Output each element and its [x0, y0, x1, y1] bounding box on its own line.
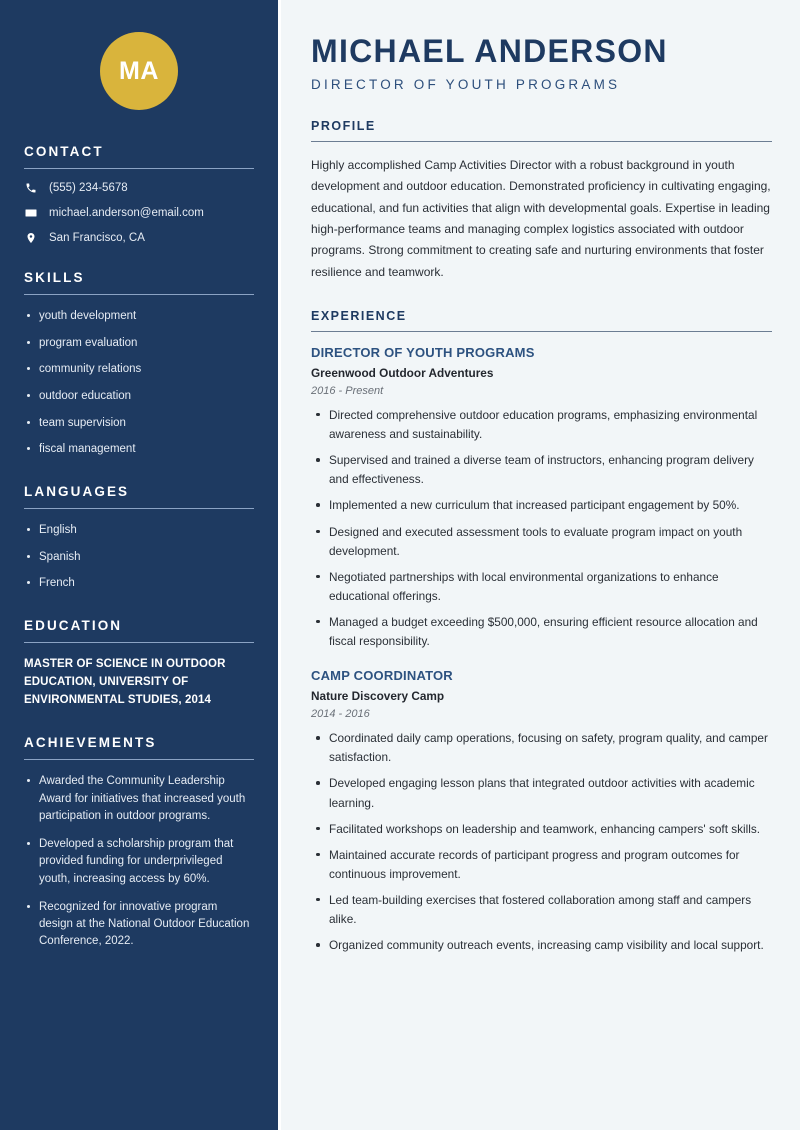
experience-heading: EXPERIENCE	[311, 308, 407, 323]
contact-email-value: michael.anderson@email.com	[49, 207, 204, 219]
education-section	[24, 618, 254, 709]
list-item: community relations	[24, 361, 254, 378]
skills-section	[24, 270, 254, 458]
experience-role: CAMP COORDINATOR	[311, 668, 453, 684]
list-item: Organized community outreach events, increasing camp visibility and local support.	[311, 936, 772, 955]
education-heading: EDUCATION	[24, 618, 123, 634]
list-item: Supervised and trained a diverse team of instructors, enhancing program delivery and effectiveness.	[311, 451, 772, 489]
contact-phone-value: (555) 234-5678	[49, 182, 128, 194]
languages-section	[24, 484, 254, 592]
profile-heading: PROFILE	[311, 118, 376, 133]
profile-text: Highly accomplished Camp Activities Director with a robust background in youth development and outdoor education. Demonstrated proficiency in cultivating engaging, educational, and fun activities that align with developmental goals. Expertise in leading high-performance teams and managing complex logistics associated with outdoor programs. Strong commitment to creating safe and nurturing environments that foster resilience and teamwork.	[311, 157, 771, 279]
avatar: MA	[100, 32, 178, 110]
list-item: French	[24, 575, 254, 592]
list-item: Recognized for innovative program design at the National Outdoor Education Conference, 2022.	[24, 899, 254, 951]
list-item: Developed a scholarship program that provided funding for underprivileged youth, increasing access by 60%.	[24, 836, 254, 888]
list-item: youth development	[24, 308, 254, 325]
experience-company: Greenwood Outdoor Adventures	[311, 365, 494, 380]
experience-entry	[311, 668, 772, 955]
profile-section	[311, 119, 772, 283]
list-item: Developed engaging lesson plans that integrated outdoor activities with academic learning.	[311, 774, 772, 812]
education-entry: MASTER OF SCIENCE IN OUTDOOR EDUCATION, UNIVERSITY OF ENVIRONMENTAL STUDIES, 2014	[24, 658, 226, 706]
education-divider	[24, 642, 254, 643]
achievements-heading: ACHIEVEMENTS	[24, 735, 157, 751]
skills-list	[24, 308, 254, 458]
list-item: Maintained accurate records of participant progress and program outcomes for continuous improvement.	[311, 846, 772, 884]
languages-list	[24, 522, 254, 592]
location-pin-icon	[24, 232, 38, 244]
contact-section	[24, 144, 254, 244]
envelope-icon	[24, 207, 38, 219]
main-content	[281, 0, 800, 1130]
profile-divider	[311, 141, 772, 142]
list-item: Directed comprehensive outdoor education programs, emphasizing environmental awareness and sustainability.	[311, 406, 772, 444]
skills-divider	[24, 294, 254, 295]
avatar-container	[24, 0, 254, 144]
list-item: Awarded the Community Leadership Award for initiatives that increased youth participation in outdoor programs.	[24, 773, 254, 825]
list-item: Implemented a new curriculum that increased participant engagement by 50%.	[311, 496, 772, 515]
experience-dates: 2016 - Present	[311, 384, 384, 397]
list-item: Managed a budget exceeding $500,000, ensuring efficient resource allocation and fiscal responsibility.	[311, 613, 772, 651]
experience-section	[311, 309, 772, 955]
achievements-divider	[24, 759, 254, 760]
experience-bullets	[311, 406, 772, 651]
experience-role: DIRECTOR OF YOUTH PROGRAMS	[311, 344, 535, 360]
page-subtitle: DIRECTOR OF YOUTH PROGRAMS	[311, 76, 621, 92]
experience-divider	[311, 331, 772, 332]
contact-location-value: San Francisco, CA	[49, 232, 145, 244]
contact-divider	[24, 168, 254, 169]
list-item: team supervision	[24, 415, 254, 432]
achievements-section	[24, 735, 254, 950]
sidebar	[0, 0, 278, 1130]
contact-item-location[interactable]	[24, 232, 254, 244]
experience-bullets	[311, 729, 772, 955]
experience-entry	[311, 345, 772, 651]
contact-item-email[interactable]	[24, 207, 254, 219]
list-item: outdoor education	[24, 388, 254, 405]
list-item: fiscal management	[24, 441, 254, 458]
list-item: Spanish	[24, 549, 254, 566]
list-item: Designed and executed assessment tools to evaluate program impact on youth development.	[311, 523, 772, 561]
page-title: MICHAEL ANDERSON	[311, 33, 668, 69]
contact-item-phone[interactable]	[24, 182, 254, 194]
achievements-list	[24, 773, 254, 950]
contact-heading: CONTACT	[24, 144, 104, 159]
list-item: Coordinated daily camp operations, focusing on safety, program quality, and camper satisfaction.	[311, 729, 772, 767]
phone-icon	[24, 182, 38, 194]
languages-heading: LANGUAGES	[24, 484, 130, 500]
list-item: Led team-building exercises that fostered collaboration among staff and campers alike.	[311, 891, 772, 929]
list-item: English	[24, 522, 254, 539]
list-item: program evaluation	[24, 335, 254, 352]
languages-divider	[24, 508, 254, 509]
experience-dates: 2014 - 2016	[311, 708, 370, 721]
list-item: Facilitated workshops on leadership and teamwork, enhancing campers' soft skills.	[311, 820, 772, 839]
list-item: Negotiated partnerships with local environmental organizations to enhance educational offerings.	[311, 568, 772, 606]
skills-heading: SKILLS	[24, 270, 85, 285]
experience-company: Nature Discovery Camp	[311, 689, 445, 704]
